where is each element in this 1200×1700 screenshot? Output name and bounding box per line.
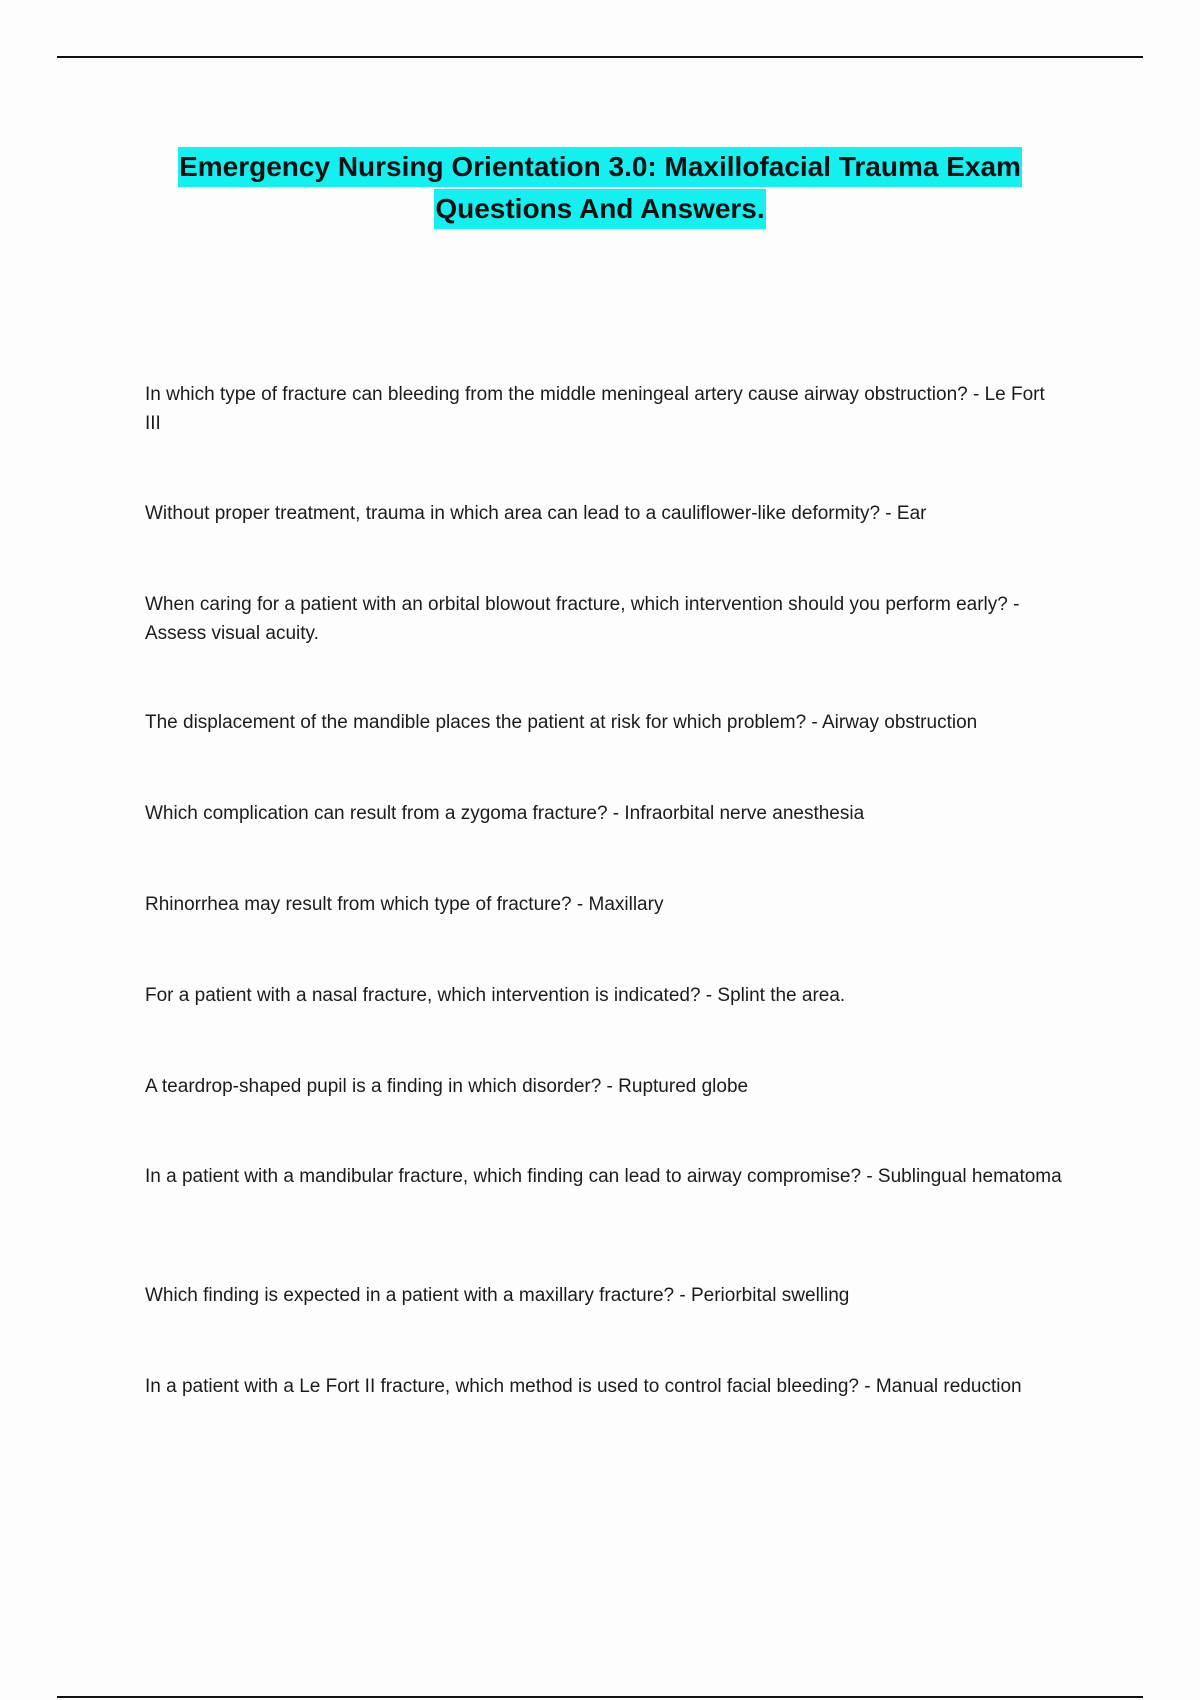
qa-item-8: A teardrop-shaped pupil is a finding in which disorder? - Ruptured globe [145,1076,749,1097]
qa-item-10: Which finding is expected in a patient with a maxillary fracture? - Periorbital swelling [145,1285,850,1306]
title-line-2: Questions And Answers. [434,189,765,229]
qa-item-4: The displacement of the mandible places the patient at risk for which problem? - Airway obstruction [145,712,978,733]
qa-item-1: In which type of fracture can bleeding from the middle meningeal artery cause airway obstruction? - Le Fort III [145,384,1045,434]
bottom-rule [57,1696,1143,1698]
qa-item-2: Without proper treatment, trauma in which area can lead to a cauliflower-like deformity? - Ear [145,503,927,524]
qa-item-5: Which complication can result from a zygoma fracture? - Infraorbital nerve anesthesia [145,803,865,824]
qa-item-3: When caring for a patient with an orbital blowout fracture, which intervention should you perform early? - Assess visual acuity. [145,594,1020,644]
document-title [120,146,1080,230]
qa-item-7: For a patient with a nasal fracture, which intervention is indicated? - Splint the area. [145,985,846,1006]
qa-item-11: In a patient with a Le Fort II fracture, which method is used to control facial bleeding? - Manual reduction [145,1376,1022,1397]
title-line-1: Emergency Nursing Orientation 3.0: Maxillofacial Trauma Exam [178,147,1022,187]
top-rule [57,56,1143,58]
qa-item-6: Rhinorrhea may result from which type of fracture? - Maxillary [145,894,664,915]
qa-item-9: In a patient with a mandibular fracture, which finding can lead to airway compromise? - Sublingual hematoma [145,1166,1062,1187]
